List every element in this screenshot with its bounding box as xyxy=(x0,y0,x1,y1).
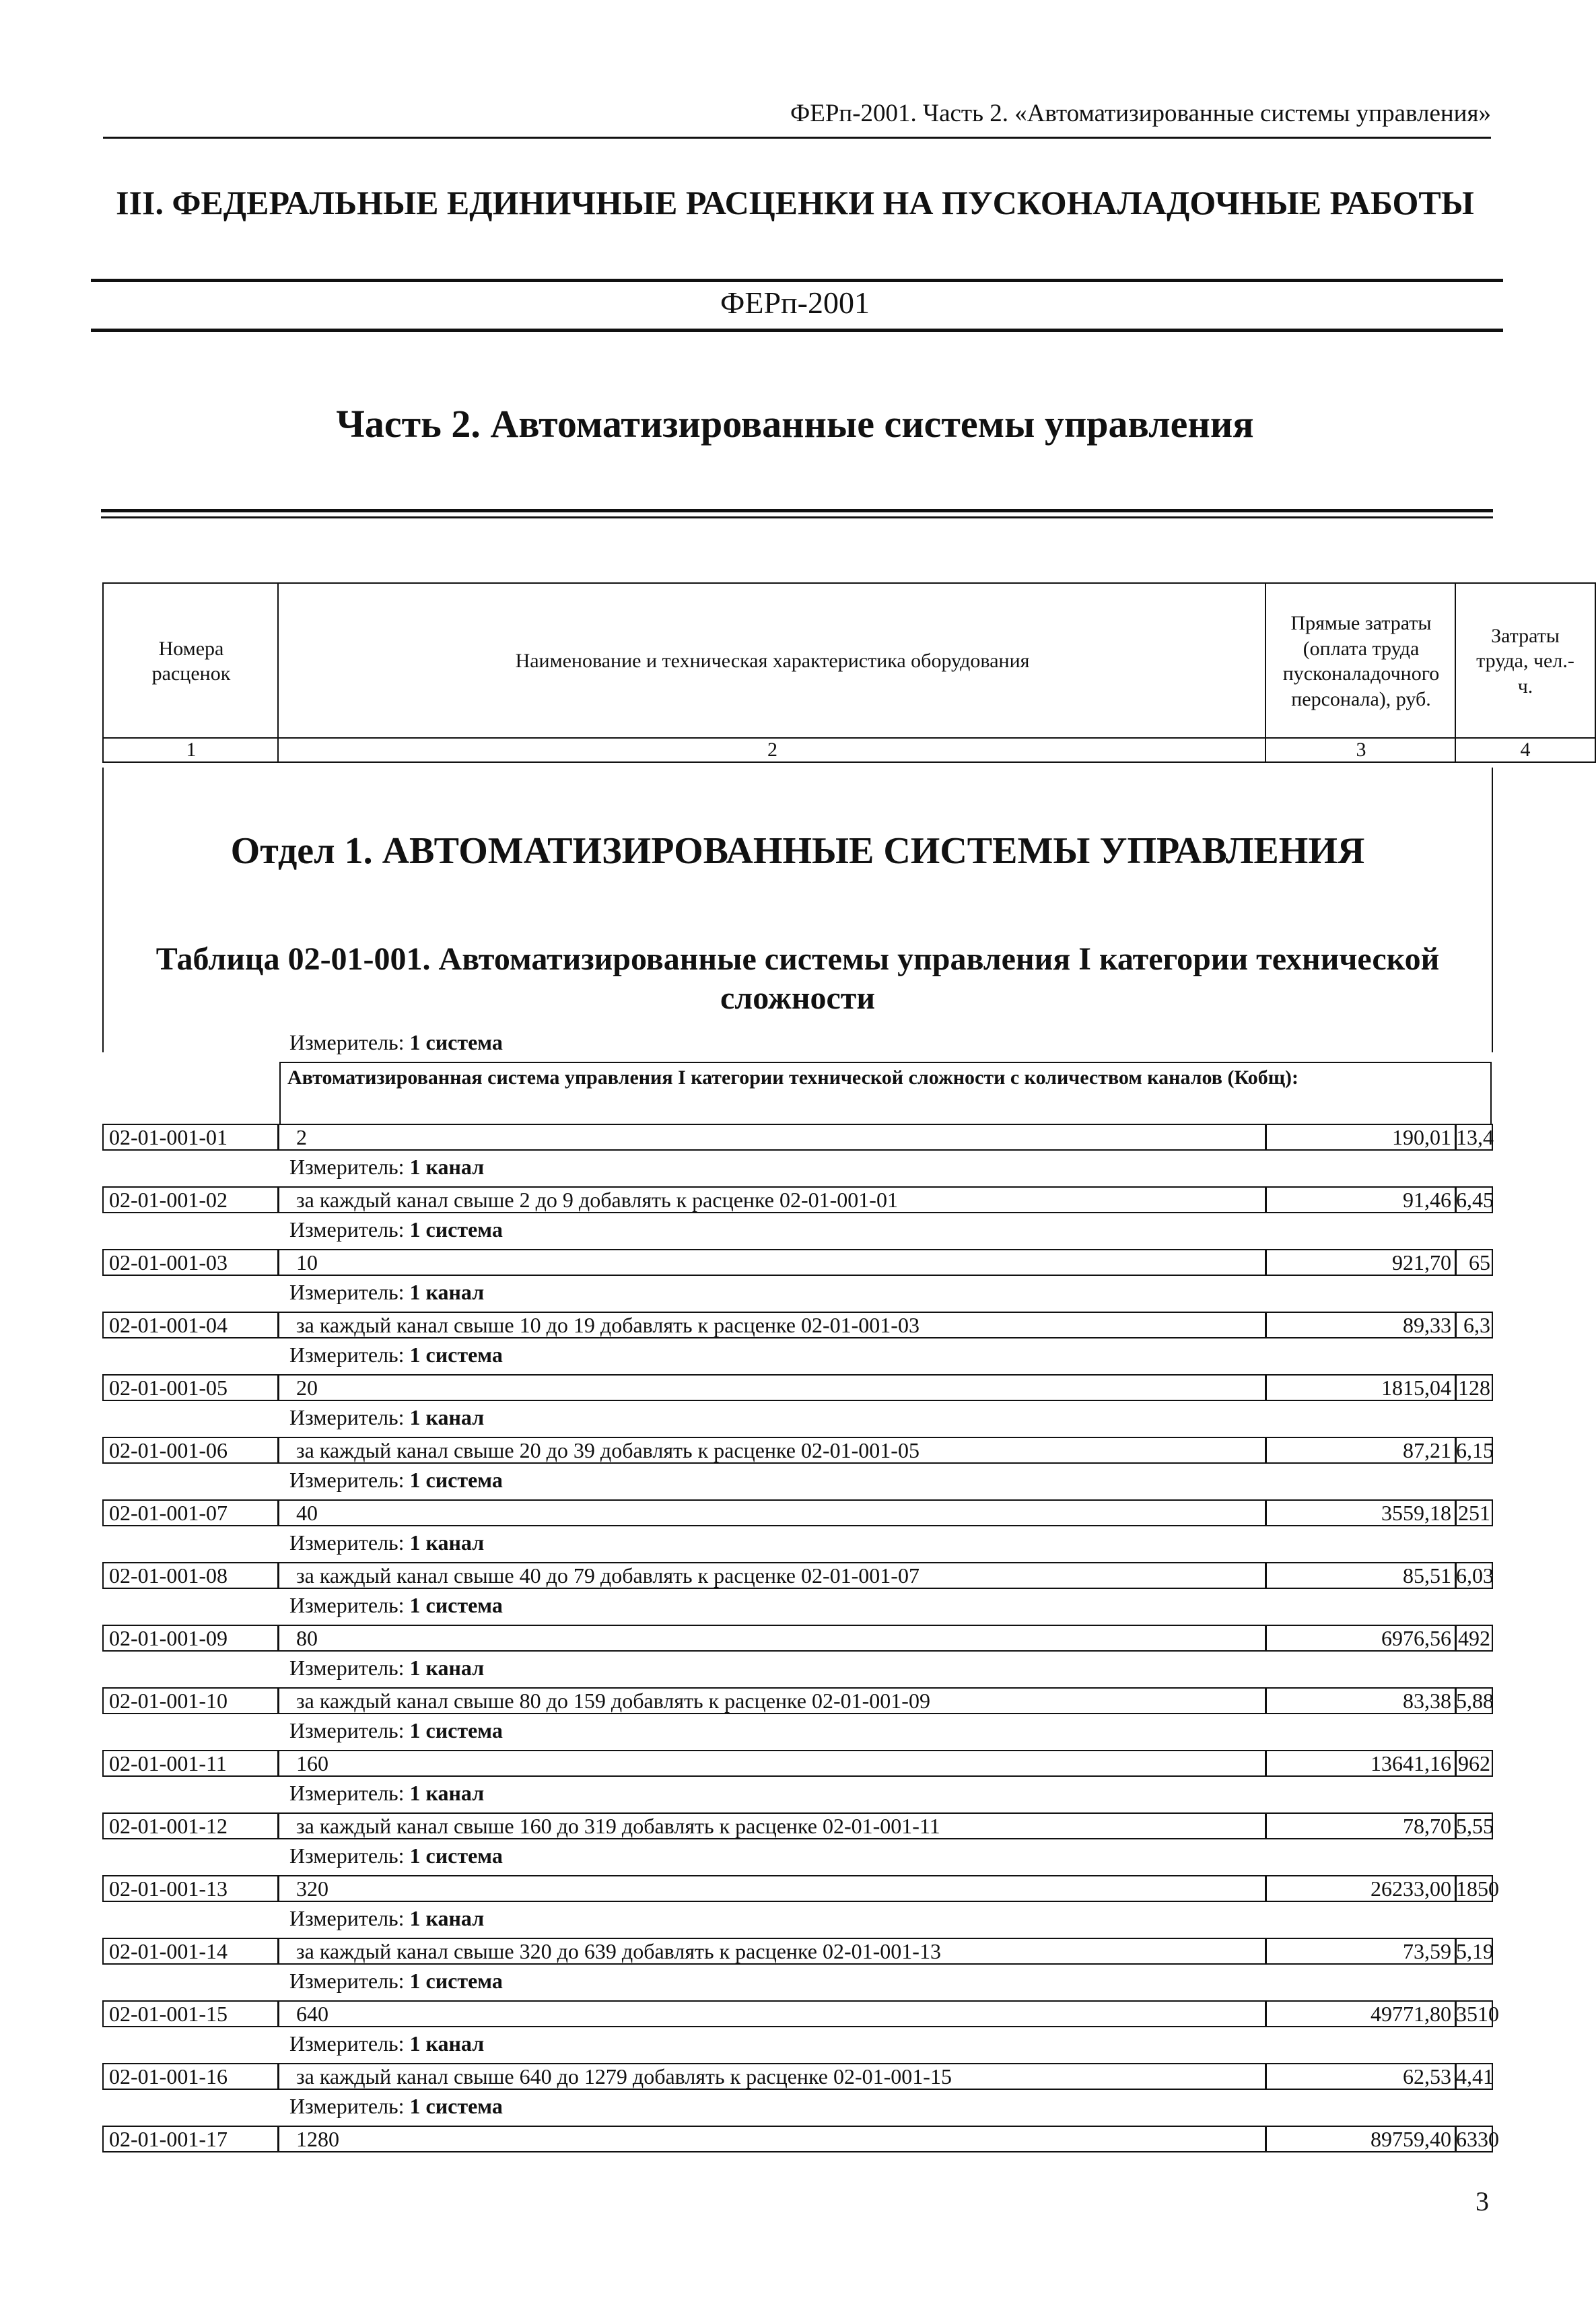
rate-description: за каждый канал свыше 640 до 1279 добавлять к расценке 02-01-001-15 xyxy=(277,2063,1267,2090)
measure-label: Измеритель: xyxy=(289,1781,405,1805)
measure-label: Измеритель: xyxy=(289,1280,405,1304)
labor-cost: 1850 xyxy=(1456,1876,1499,1901)
measure-label: Измеритель: xyxy=(289,1155,405,1179)
column-header xyxy=(102,582,1574,764)
rate-code: 02-01-001-15 xyxy=(102,2000,279,2027)
measure-label: Измеритель: xyxy=(289,1718,405,1742)
direct-cost: 921,70 xyxy=(1265,1249,1457,1276)
labor-cost: 5,55 xyxy=(1456,1814,1494,1838)
measure-unit xyxy=(289,1217,503,1242)
column-number-4: 4 xyxy=(1455,737,1596,763)
rate-description: 1280 xyxy=(277,2126,1267,2152)
page-number: 3 xyxy=(1476,2186,1489,2216)
rate-code: 02-01-001-07 xyxy=(102,1499,279,1526)
department-title: Отдел 1. АВТОМАТИЗИРОВАННЫЕ СИСТЕМЫ УПРАВЛЕНИЯ xyxy=(230,830,1365,872)
measure-value: 1 система xyxy=(409,1343,503,1367)
direct-cost: 6976,56 xyxy=(1265,1625,1457,1652)
direct-cost: 1815,04 xyxy=(1265,1374,1457,1401)
labor-cost: 128 xyxy=(1455,1374,1493,1401)
labor-cost: 6,03 xyxy=(1456,1563,1494,1588)
table-row xyxy=(102,2063,1493,2090)
measure-label: Измеритель: xyxy=(289,1593,405,1617)
table-row xyxy=(102,2000,1499,2027)
header-rule xyxy=(103,137,1491,139)
rate-code: 02-01-001-10 xyxy=(102,1687,279,1714)
measure-value: 1 канал xyxy=(409,1781,485,1805)
rate-code: 02-01-001-06 xyxy=(102,1437,279,1464)
measure-value: 1 система xyxy=(409,1217,503,1242)
table-row xyxy=(102,1312,1493,1338)
column-number-3: 3 xyxy=(1265,737,1456,763)
column-header-codes: Номера расценок xyxy=(102,582,279,739)
measure-unit xyxy=(289,1530,484,1555)
direct-cost: 87,21 xyxy=(1265,1437,1457,1464)
measure-unit xyxy=(289,1656,484,1681)
rate-description: 80 xyxy=(277,1625,1267,1652)
measure-value: 1 система xyxy=(409,1468,503,1492)
rate-description: 320 xyxy=(277,1875,1267,1902)
table-row xyxy=(102,1186,1493,1213)
measure-unit xyxy=(289,1468,503,1493)
measure-label: Измеритель: xyxy=(289,1468,405,1492)
table-row xyxy=(102,1938,1493,1965)
rate-code: 02-01-001-11 xyxy=(102,1750,279,1777)
direct-cost: 62,53 xyxy=(1265,2063,1457,2090)
measure-label: Измеритель: xyxy=(289,1405,405,1429)
rate-description: за каждый канал свыше 2 до 9 добавлять к расценке 02-01-001-01 xyxy=(277,1186,1267,1213)
table-row xyxy=(102,1124,1493,1151)
measure-value: 1 канал xyxy=(409,1530,485,1555)
measure-unit xyxy=(289,1781,484,1806)
measure-label: Измеритель: xyxy=(289,1030,405,1054)
table-row xyxy=(102,1249,1493,1276)
rate-description: за каждый канал свыше 40 до 79 добавлять к расценке 02-01-001-07 xyxy=(277,1562,1267,1589)
rate-code: 02-01-001-12 xyxy=(102,1812,279,1839)
measure-value: 1 канал xyxy=(409,1405,485,1429)
measure-value: 1 система xyxy=(409,1030,503,1054)
labor-cost: 5,88 xyxy=(1456,1689,1494,1713)
rate-code: 02-01-001-04 xyxy=(102,1312,279,1338)
column-header-direct-costs: Прямые затраты (оплата труда пусконаладочного персонала), руб. xyxy=(1265,582,1456,739)
labor-cost: 6,45 xyxy=(1456,1188,1494,1212)
measure-unit xyxy=(289,1030,503,1055)
table-row xyxy=(102,1374,1493,1401)
measure-label: Измеритель: xyxy=(289,1343,405,1367)
measure-label: Измеритель: xyxy=(289,1530,405,1555)
measure-value: 1 система xyxy=(409,2094,503,2118)
direct-cost: 3559,18 xyxy=(1265,1499,1457,1526)
rate-code: 02-01-001-09 xyxy=(102,1625,279,1652)
measure-unit xyxy=(289,1843,503,1868)
measure-label: Измеритель: xyxy=(289,1969,405,1993)
direct-cost: 26233,00 xyxy=(1265,1875,1457,1902)
part-title: Часть 2. Автоматизированные системы управления xyxy=(336,402,1254,446)
column-number-1: 1 xyxy=(102,737,279,763)
doc-code: ФЕРп-2001 xyxy=(720,285,870,320)
rate-description: за каждый канал свыше 160 до 319 добавлять к расценке 02-01-001-11 xyxy=(277,1812,1267,1839)
measure-value: 1 система xyxy=(409,1843,503,1868)
table-row xyxy=(102,1875,1499,1902)
measure-value: 1 канал xyxy=(409,1280,485,1304)
direct-cost: 49771,80 xyxy=(1265,2000,1457,2027)
measure-unit xyxy=(289,1405,484,1430)
measure-label: Измеритель: xyxy=(289,1906,405,1930)
measure-unit xyxy=(289,1906,484,1931)
direct-cost: 89759,40 xyxy=(1265,2126,1457,2152)
group-heading: Автоматизированная система управления I категории технической сложности с количеством каналов (Кобщ): xyxy=(279,1062,1492,1124)
direct-cost: 85,51 xyxy=(1265,1562,1457,1589)
table-row xyxy=(102,1437,1493,1464)
part-rule-thin xyxy=(101,516,1493,518)
rate-code: 02-01-001-03 xyxy=(102,1249,279,1276)
rate-code: 02-01-001-13 xyxy=(102,1875,279,1902)
rate-code: 02-01-001-05 xyxy=(102,1374,279,1401)
table-row xyxy=(102,1687,1493,1714)
labor-cost: 65 xyxy=(1455,1249,1493,1276)
measure-unit xyxy=(289,1593,503,1618)
rate-code: 02-01-001-02 xyxy=(102,1186,279,1213)
labor-cost: 3510 xyxy=(1456,2002,1499,2026)
table-row xyxy=(102,1499,1493,1526)
labor-cost: 6,15 xyxy=(1456,1438,1494,1462)
rate-description: 40 xyxy=(277,1499,1267,1526)
doc-code-rule-top xyxy=(91,279,1503,282)
table-row xyxy=(102,1750,1493,1777)
measure-value: 1 система xyxy=(409,1718,503,1742)
rate-code: 02-01-001-16 xyxy=(102,2063,279,2090)
measure-value: 1 канал xyxy=(409,1656,485,1680)
running-header: ФЕРп-2001. Часть 2. «Автоматизированные системы управления» xyxy=(790,100,1491,127)
table-title: Таблица 02-01-001. Автоматизированные системы управления I категории технической сложности xyxy=(155,941,1440,1016)
section-title: III. ФЕДЕРАЛЬНЫЕ ЕДИНИЧНЫЕ РАСЦЕНКИ НА ПУСКОНАЛАДОЧНЫЕ РАБОТЫ xyxy=(116,184,1474,222)
measure-value: 1 система xyxy=(409,1593,503,1617)
labor-cost: 6,3 xyxy=(1455,1312,1493,1338)
measure-label: Измеритель: xyxy=(289,1843,405,1868)
measure-unit xyxy=(289,1718,503,1743)
measure-unit xyxy=(289,1969,503,1994)
direct-cost: 83,38 xyxy=(1265,1687,1457,1714)
rate-description: 20 xyxy=(277,1374,1267,1401)
doc-code-rule-bottom xyxy=(91,329,1503,332)
rate-description: 160 xyxy=(277,1750,1267,1777)
part-rule-thick xyxy=(101,509,1493,512)
column-header-description: Наименование и техническая характеристика оборудования xyxy=(277,582,1266,739)
labor-cost: 962 xyxy=(1455,1750,1493,1777)
measure-value: 1 канал xyxy=(409,1155,485,1179)
table-row xyxy=(102,1562,1493,1589)
measure-label: Измеритель: xyxy=(289,2094,405,2118)
table-row xyxy=(102,2126,1499,2152)
direct-cost: 78,70 xyxy=(1265,1812,1457,1839)
labor-cost: 4,41 xyxy=(1456,2064,1494,2089)
rate-description: за каждый канал свыше 20 до 39 добавлять к расценке 02-01-001-05 xyxy=(277,1437,1267,1464)
measure-unit xyxy=(289,1343,503,1367)
labor-cost: 492 xyxy=(1455,1625,1493,1652)
rate-code: 02-01-001-17 xyxy=(102,2126,279,2152)
measure-label: Измеритель: xyxy=(289,1656,405,1680)
table-row xyxy=(102,1812,1493,1839)
column-header-labor: Затраты труда, чел.-ч. xyxy=(1455,582,1596,739)
measure-value: 1 система xyxy=(409,1969,503,1993)
labor-cost: 251 xyxy=(1455,1499,1493,1526)
rate-description: 2 xyxy=(277,1124,1267,1151)
rate-code: 02-01-001-01 xyxy=(102,1124,279,1151)
measure-unit xyxy=(289,2094,503,2119)
rate-description: за каждый канал свыше 10 до 19 добавлять к расценке 02-01-001-03 xyxy=(277,1312,1267,1338)
rate-description: 640 xyxy=(277,2000,1267,2027)
measure-value: 1 канал xyxy=(409,1906,485,1930)
labor-cost: 13,4 xyxy=(1456,1125,1494,1149)
measure-label: Измеритель: xyxy=(289,2031,405,2056)
direct-cost: 73,59 xyxy=(1265,1938,1457,1965)
rate-description: 10 xyxy=(277,1249,1267,1276)
table-row xyxy=(102,1625,1493,1652)
direct-cost: 13641,16 xyxy=(1265,1750,1457,1777)
measure-label: Измеритель: xyxy=(289,1217,405,1242)
direct-cost: 190,01 xyxy=(1265,1124,1457,1151)
measure-unit xyxy=(289,1155,484,1180)
column-number-2: 2 xyxy=(277,737,1266,763)
measure-unit xyxy=(289,2031,484,2056)
direct-cost: 91,46 xyxy=(1265,1186,1457,1213)
labor-cost: 6330 xyxy=(1456,2127,1499,2151)
measure-value: 1 канал xyxy=(409,2031,485,2056)
measure-unit xyxy=(289,1280,484,1305)
direct-cost: 89,33 xyxy=(1265,1312,1457,1338)
rate-description: за каждый канал свыше 320 до 639 добавлять к расценке 02-01-001-13 xyxy=(277,1938,1267,1965)
rate-code: 02-01-001-14 xyxy=(102,1938,279,1965)
rate-code: 02-01-001-08 xyxy=(102,1562,279,1589)
rate-description: за каждый канал свыше 80 до 159 добавлять к расценке 02-01-001-09 xyxy=(277,1687,1267,1714)
labor-cost: 5,19 xyxy=(1456,1939,1494,1963)
